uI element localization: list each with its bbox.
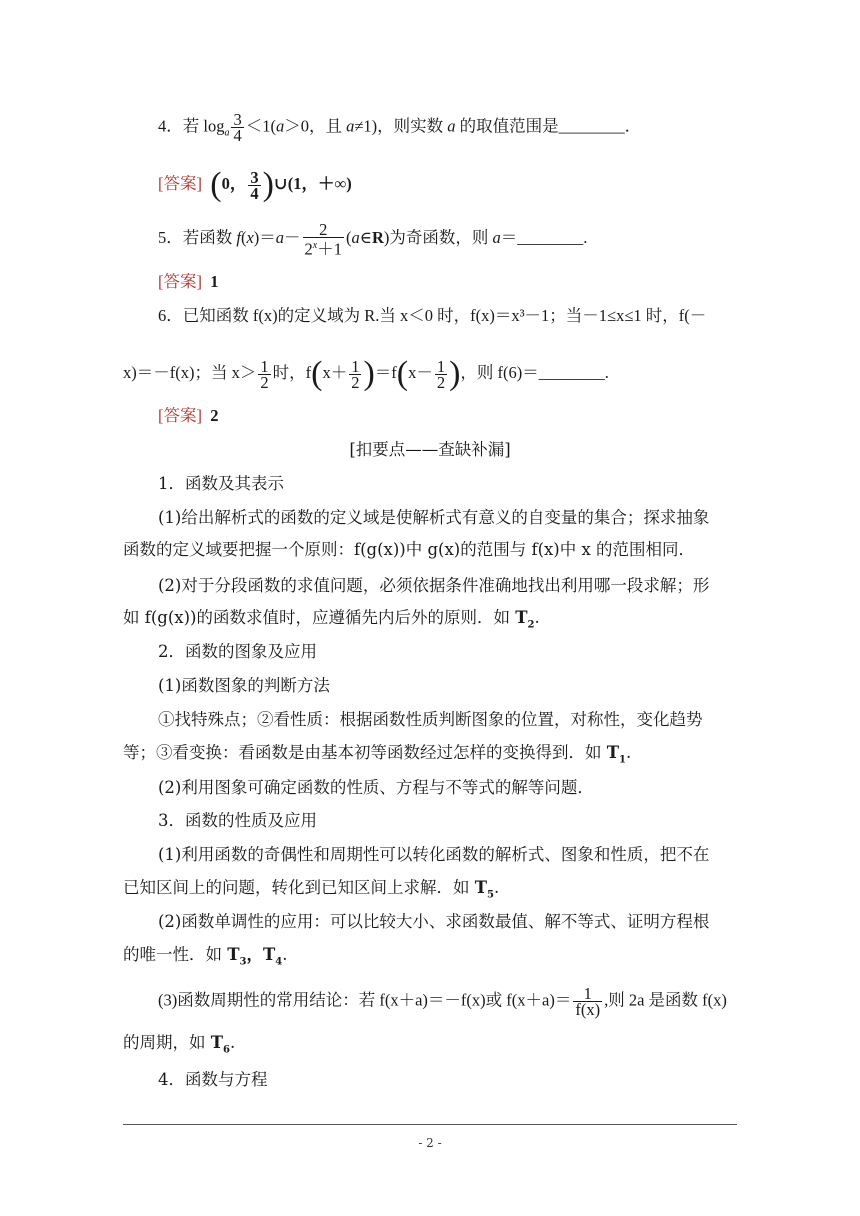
q6-half-fraction bbox=[258, 356, 270, 392]
s3-frac-num: 1 bbox=[573, 986, 602, 1002]
question-6-line-1 bbox=[158, 304, 737, 328]
problem-ref: T bbox=[210, 1033, 224, 1052]
problem-ref: T bbox=[515, 608, 528, 627]
q6-text: x＋ bbox=[322, 362, 348, 382]
s3-text: . bbox=[282, 945, 288, 964]
left-paren: ( bbox=[396, 355, 409, 392]
s2-p2-line1: ①找特殊点；②看性质：根据函数性质判断图象的位置，对称性，变化趋势 bbox=[158, 710, 703, 729]
q5-den-rest: ＋1 bbox=[317, 239, 342, 259]
a4-text: 0， bbox=[221, 173, 247, 193]
problem-ref-sub: 3 bbox=[239, 956, 247, 968]
right-paren: ) bbox=[262, 166, 274, 203]
q5-text: ＝________. bbox=[500, 228, 588, 248]
right-paren: ) bbox=[449, 355, 461, 392]
q5-den-base: 2 bbox=[304, 239, 313, 259]
s3-p3-line1 bbox=[158, 986, 737, 1017]
q4-frac-den: 4 bbox=[233, 126, 242, 145]
answer-tag: [答案] bbox=[158, 272, 202, 291]
a4-text: ∪(1，＋∞) bbox=[273, 173, 352, 193]
q5-var: a bbox=[492, 228, 501, 248]
problem-ref-sub: 5 bbox=[487, 889, 494, 901]
q4-text: 4．若 log bbox=[158, 116, 225, 136]
q6-text: ，则 f(6)＝________. bbox=[460, 362, 609, 382]
q6-frac-num: 1 bbox=[351, 356, 360, 376]
q5-var: f bbox=[236, 228, 241, 248]
s3-p2-line2 bbox=[123, 943, 737, 974]
q4-var: a bbox=[447, 116, 456, 136]
s4-title: 4．函数与方程 bbox=[158, 1070, 268, 1089]
q6-text: ＝f bbox=[374, 362, 397, 382]
q5-text: )＝ bbox=[253, 228, 276, 248]
s3-p3-line2 bbox=[123, 1031, 737, 1062]
answer-6 bbox=[158, 404, 737, 428]
s1-text: . bbox=[534, 608, 540, 627]
s2-p2-line2 bbox=[123, 741, 737, 772]
s1-p2-line2 bbox=[123, 606, 737, 637]
question-4 bbox=[158, 112, 737, 146]
s3-p2-line1: (2)函数单调性的应用：可以比较大小、求函数最值、解不等式、证明方程根 bbox=[158, 912, 710, 931]
s1-p1-line1: (1)给出解析式的函数的定义域是使解析式有意义的自变量的集合；探求抽象 bbox=[158, 508, 710, 527]
s3-p1-line2 bbox=[123, 876, 737, 907]
problem-ref-sub: 4 bbox=[275, 956, 283, 968]
q4-log-base: a bbox=[224, 127, 230, 139]
a4-frac-den: 4 bbox=[250, 183, 259, 203]
q5-text: － bbox=[284, 228, 301, 248]
s1-title: 1．函数及其表示 bbox=[158, 474, 284, 493]
q4-var: a bbox=[346, 116, 355, 136]
q6-frac-den: 2 bbox=[260, 372, 269, 392]
s3-text: 的唯一性．如 bbox=[123, 945, 228, 964]
section-heading: [扣要点——查缺补漏] bbox=[349, 440, 511, 459]
left-paren: ( bbox=[311, 355, 323, 392]
q6-text: 时，f bbox=[272, 362, 312, 382]
left-paren: ( bbox=[210, 166, 222, 203]
problem-ref-sub: 2 bbox=[527, 619, 535, 631]
s3-p1-line1: (1)利用函数的奇偶性和周期性可以转化函数的解析式、图象和性质，把不在 bbox=[158, 845, 710, 864]
s2-text: . bbox=[626, 743, 632, 762]
q4-fraction bbox=[231, 112, 243, 143]
q6-frac-den: 2 bbox=[436, 372, 446, 392]
s3-text: 已知区间上的问题，转化到已知区间上求解．如 bbox=[123, 878, 475, 897]
answer-5 bbox=[158, 270, 737, 294]
s2-p3: (2)利用图象可确定函数的性质、方程与不等式的解等问题． bbox=[158, 778, 594, 797]
s2-title: 2．函数的图象及应用 bbox=[158, 642, 317, 661]
q5-text: ∈ bbox=[359, 228, 372, 248]
q6-frac-num: 1 bbox=[260, 356, 269, 376]
problem-ref: T bbox=[474, 878, 488, 897]
footer-rule bbox=[123, 1124, 737, 1125]
right-paren: ) bbox=[363, 355, 375, 392]
q5-var: a bbox=[351, 228, 360, 248]
q6-frac-num: 1 bbox=[436, 356, 446, 376]
s3-text: . bbox=[494, 878, 500, 897]
problem-ref: T bbox=[263, 945, 276, 964]
q6-frac-den: 2 bbox=[351, 372, 360, 392]
s2-text: 等；③看变换：看函数是由基本初等函数经过怎样的变换得到．如 bbox=[123, 743, 607, 762]
problem-ref: T bbox=[606, 743, 620, 762]
q6-fraction bbox=[435, 356, 447, 392]
s1-text: 如 f(g(x))的函数求值时，应遵循先内后外的原则．如 bbox=[123, 608, 516, 627]
a4-frac-num: 3 bbox=[250, 167, 259, 187]
s2-p1: (1)函数图象的判断方法 bbox=[158, 676, 330, 695]
q5-var: a bbox=[275, 228, 285, 248]
answer-value: 1 bbox=[210, 272, 219, 291]
answer-tag: [答案] bbox=[158, 406, 202, 425]
s1-p1-line2: 函数的定义域要把握一个原则：f(g(x))中 g(x)的范围与 f(x)中 x 的范围相同． bbox=[123, 540, 696, 559]
s3-title: 3．函数的性质及应用 bbox=[158, 811, 317, 830]
q5-text: )为奇函数，则 bbox=[383, 228, 493, 248]
q6-text: x)＝－f(x)；当 x＞ bbox=[123, 362, 257, 382]
q4-text: ＞0，且 bbox=[284, 116, 347, 136]
problem-ref-sub: 6 bbox=[223, 1044, 230, 1056]
answer-tag: [答案] bbox=[158, 173, 202, 193]
q4-text: ≠1)，则实数 bbox=[354, 116, 448, 136]
q4-text: 的取值范围是________． bbox=[455, 116, 642, 136]
s3-fraction bbox=[573, 986, 602, 1017]
s3-text: 的周期，如 bbox=[123, 1033, 211, 1052]
q5-den-exp: x bbox=[312, 240, 318, 251]
question-6-line-2 bbox=[123, 357, 737, 391]
q4-text: ＜1( bbox=[245, 116, 276, 136]
answer-4 bbox=[158, 168, 737, 202]
q6-text: 6．已知函数 f(x)的定义域为 R.当 x＜0 时，f(x)＝x³－1；当－1≤x≤1 时，f(－ bbox=[158, 306, 707, 325]
q5-reals: R bbox=[371, 228, 384, 248]
page-number: - 2 - bbox=[418, 1136, 442, 1150]
s3-text: ,则 2a 是函数 f(x) bbox=[604, 990, 727, 1010]
q5-text: 5．若函数 bbox=[158, 228, 237, 248]
a4-fraction bbox=[248, 167, 260, 203]
q6-text: x－ bbox=[408, 362, 433, 382]
q5-frac-num: 2 bbox=[303, 222, 344, 238]
q5-text: ( bbox=[346, 228, 352, 248]
question-5: 5．若函数 f(x)＝a－ $\frac{2}{2^x+1}$ (a∈R)为奇函数，则 a＝________. bbox=[158, 220, 588, 259]
answer-value: 2 bbox=[210, 406, 219, 425]
problem-ref-sub: 1 bbox=[619, 754, 626, 766]
q5-var: x bbox=[246, 228, 254, 248]
q4-var: a bbox=[275, 116, 285, 136]
s3-text: . bbox=[230, 1033, 236, 1052]
q4-frac-num: 3 bbox=[233, 110, 242, 129]
s3-text: (3)函数周期性的常用结论：若 f(x＋a)＝－f(x)或 f(x＋a)＝ bbox=[158, 990, 572, 1010]
s1-p2-line1: (2)对于分段函数的求值问题，必须依据条件准确地找出利用哪一段求解；形 bbox=[158, 576, 710, 595]
q6-fraction bbox=[349, 356, 361, 392]
s3-frac-den: f(x) bbox=[575, 1000, 601, 1019]
problem-ref: T bbox=[227, 945, 240, 964]
s3-text: ， bbox=[246, 945, 263, 964]
q5-fraction bbox=[303, 222, 344, 257]
